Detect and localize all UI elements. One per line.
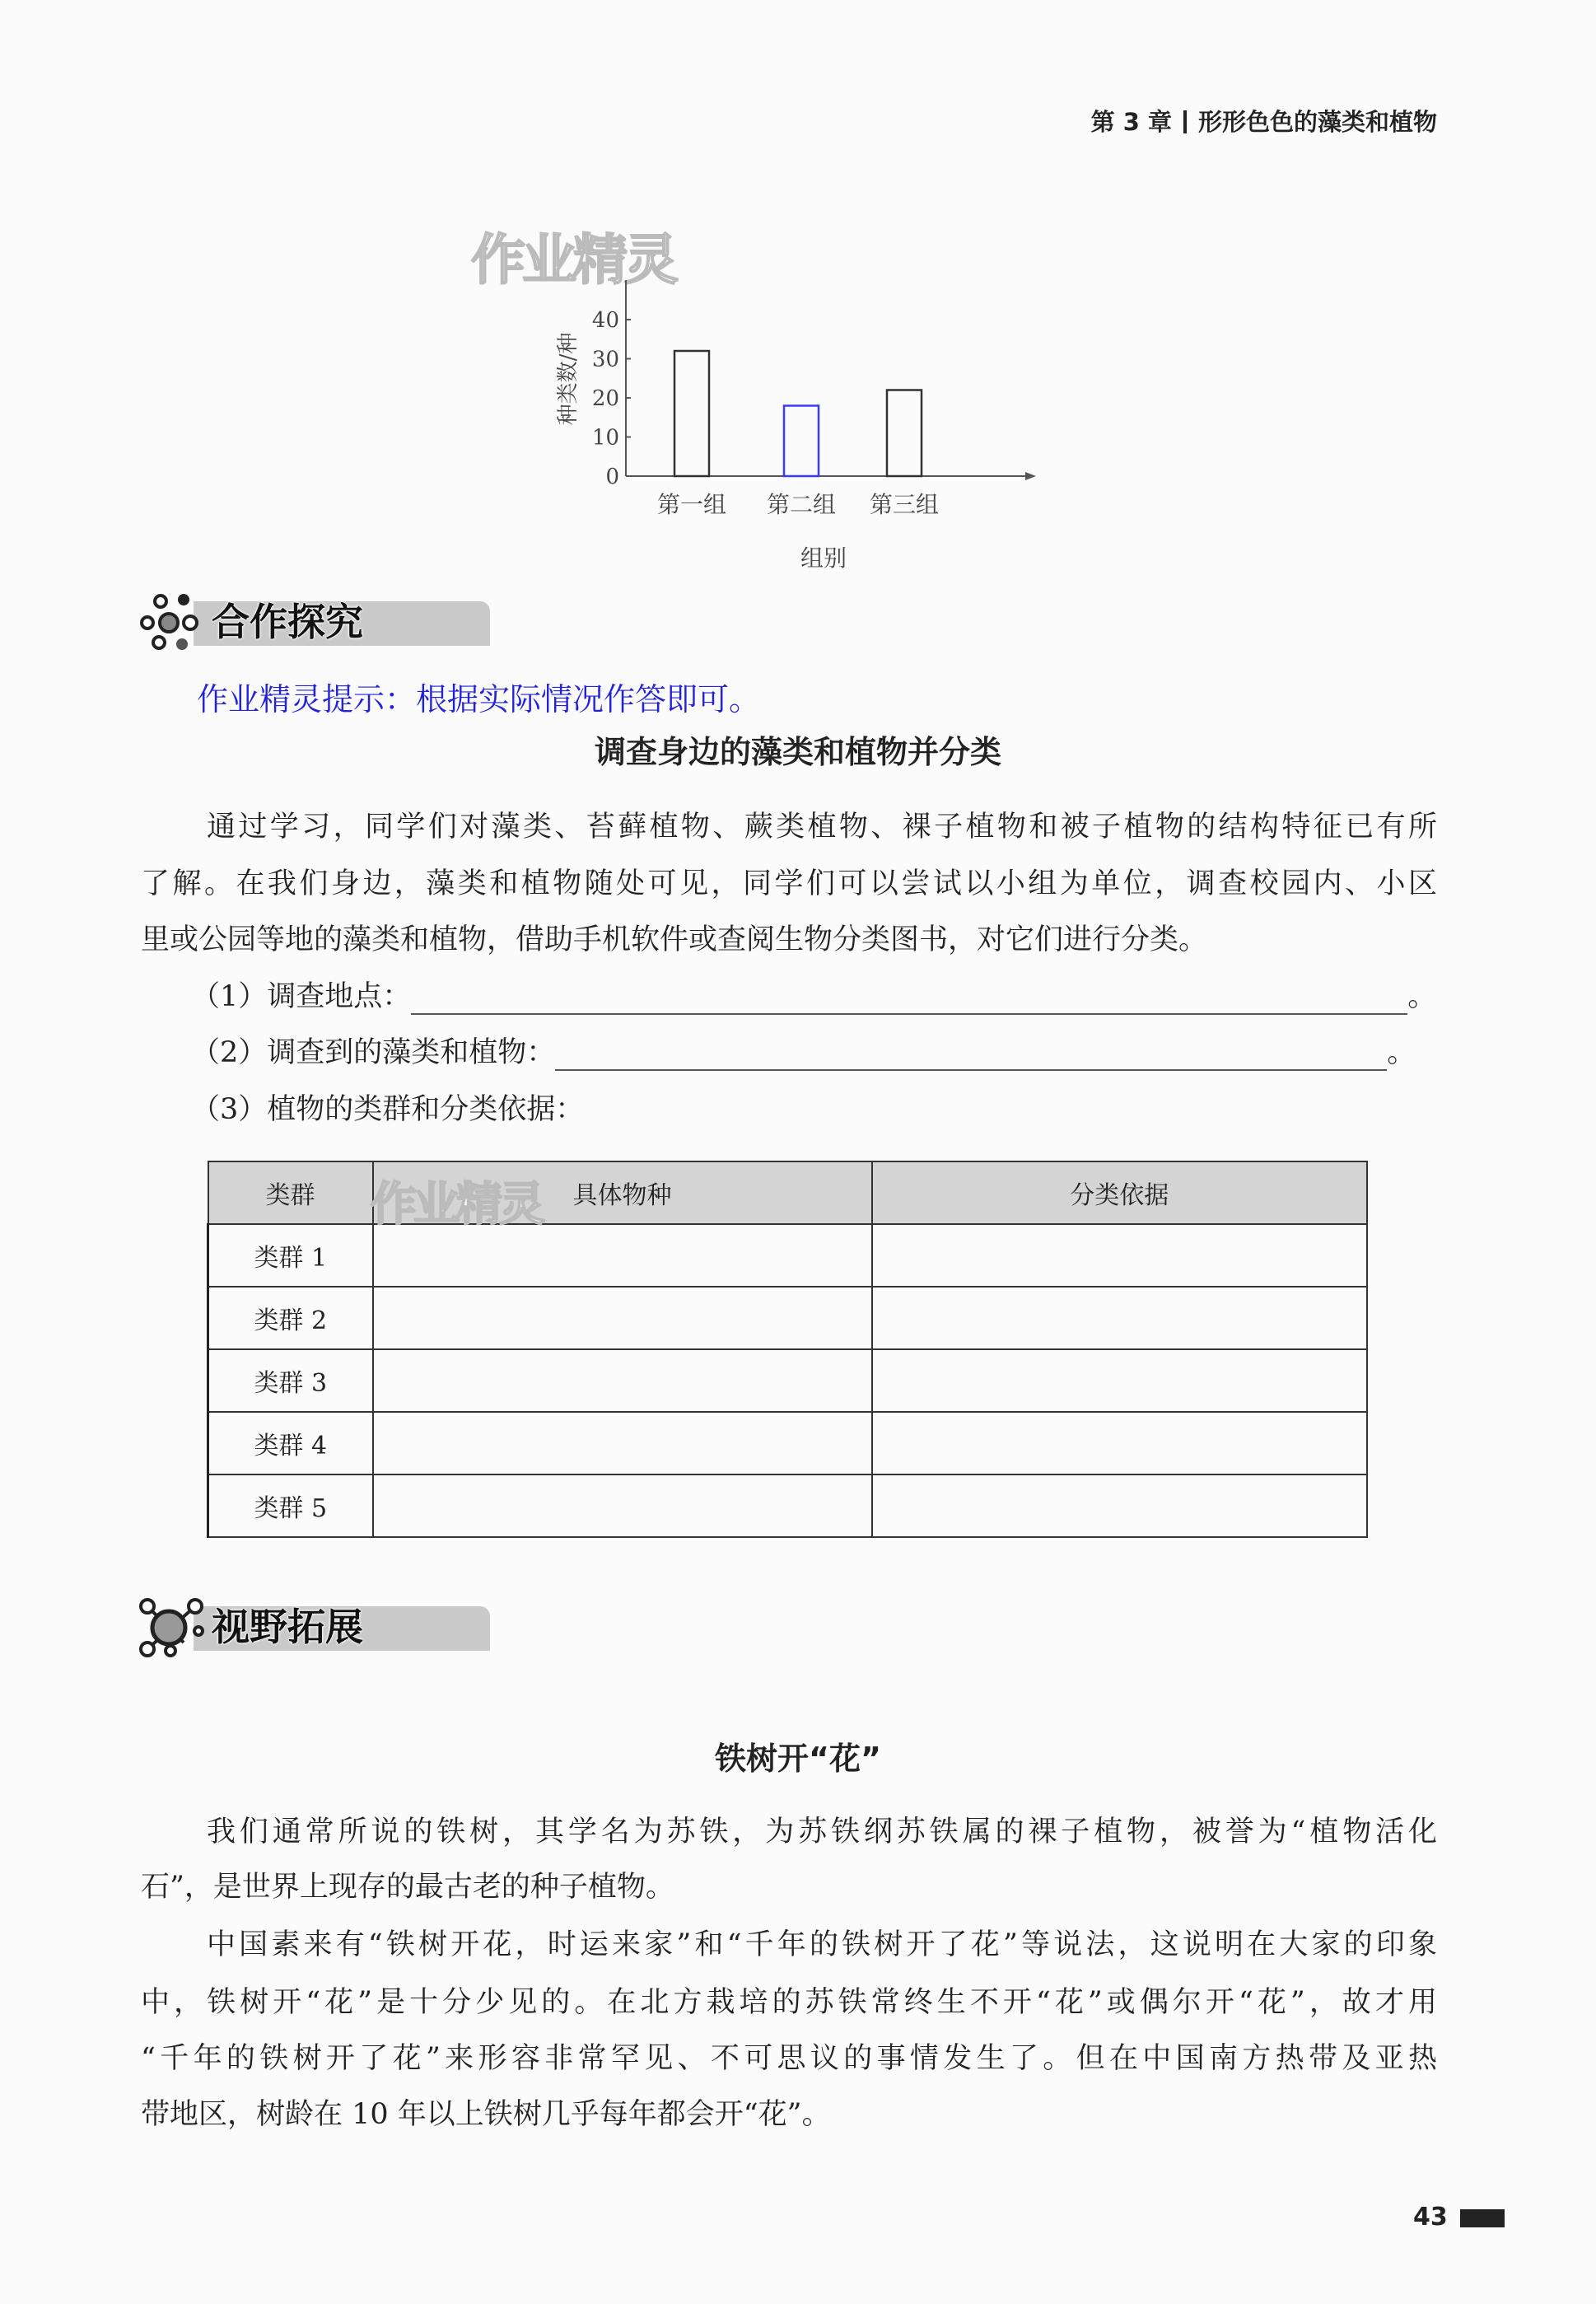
- answer-blank-plants[interactable]: [555, 1040, 1387, 1071]
- question-label: （1）调查地点：: [191, 980, 412, 1013]
- answer-blank-location[interactable]: [411, 984, 1407, 1015]
- y-tick-label: 0: [605, 465, 619, 489]
- y-axis-label: 种类数/种: [556, 332, 581, 426]
- period: 。: [1387, 1036, 1416, 1069]
- article-title: 铁树开“花”: [715, 1741, 881, 1777]
- species-cell[interactable]: [373, 1349, 872, 1412]
- section-title: 合作探究: [212, 600, 363, 644]
- species-cell[interactable]: [373, 1474, 872, 1537]
- paragraph-line: 带地区，树龄在 10 年以上铁树几乎每年都会开“花”。: [141, 2098, 831, 2131]
- chapter-number: 第 3 章: [1090, 108, 1172, 136]
- x-tick-label: 第二组: [766, 491, 837, 518]
- basis-cell[interactable]: [872, 1474, 1368, 1537]
- x-tick-label: 第一组: [656, 491, 727, 518]
- paragraph-line: 我们通常所说的铁树，其学名为苏铁，为苏铁纲苏铁属的裸子植物，被誉为“植物活化: [207, 1816, 1437, 1848]
- table-row: [208, 1287, 1368, 1349]
- species-cell[interactable]: [373, 1412, 872, 1474]
- table-row: [208, 1412, 1368, 1474]
- y-tick-label: 40: [591, 308, 619, 333]
- paragraph-line: 中国素来有“铁树开花，时运来家”和“千年的铁树开了花”等说法，这说明在大家的印象: [207, 1928, 1437, 1961]
- question-label: （3）植物的类群和分类依据：: [191, 1093, 585, 1126]
- watermark: 作业精灵: [371, 1178, 542, 1231]
- row-label: 类群 1: [208, 1224, 373, 1287]
- bar-3: [887, 390, 922, 477]
- hint-text: 作业精灵提示：根据实际情况作答即可。: [197, 681, 761, 717]
- chapter-header: [1091, 104, 1437, 138]
- activity-title: 调查身边的藻类和植物并分类: [594, 734, 1001, 770]
- row-label: 类群 5: [208, 1474, 373, 1537]
- basis-cell[interactable]: [872, 1412, 1368, 1474]
- basis-cell[interactable]: [872, 1349, 1368, 1412]
- paragraph-line: 里或公园等地的藻类和植物，借助手机软件或查阅生物分类图书，对它们进行分类。: [141, 923, 1208, 956]
- x-tick-label: 第三组: [869, 491, 940, 518]
- section-cooperate: [136, 590, 498, 649]
- basis-cell[interactable]: [872, 1224, 1368, 1287]
- watermark: 作业精灵: [471, 228, 675, 292]
- table-row: [208, 1474, 1368, 1537]
- page-number: 43: [1413, 2203, 1448, 2232]
- y-tick-label: 30: [591, 347, 619, 372]
- table-row: [208, 1349, 1368, 1412]
- y-tick-label: 10: [591, 425, 619, 451]
- species-cell[interactable]: [373, 1287, 872, 1349]
- paragraph-line: 了解。在我们身边，藻类和植物随处可见，同学们可以尝试以小组为单位，调查校园内、小区: [141, 867, 1437, 900]
- page-marker-bar: [1460, 2209, 1505, 2227]
- paragraph-line: 通过学习，同学们对藻类、苔藓植物、蕨类植物、裸子植物和被子植物的结构特征已有所: [207, 811, 1437, 844]
- section-extend: [136, 1595, 498, 1654]
- question-plants: [191, 1030, 1416, 1071]
- basis-cell[interactable]: [872, 1287, 1368, 1349]
- question-label: （2）调查到的藻类和植物：: [191, 1036, 556, 1069]
- molecule-icon: [136, 1595, 210, 1661]
- bar-1: [674, 351, 709, 476]
- col-header-group: 类群: [208, 1161, 373, 1224]
- period: 。: [1407, 980, 1437, 1013]
- question-location: [191, 974, 1436, 1015]
- paragraph-line: “千年的铁树开了花”来形容非常罕见、不可思议的事情发生了。但在中国南方热带及亚热: [141, 2042, 1437, 2075]
- col-header-species: 具体物种: [373, 1161, 872, 1224]
- paragraph-line: 石”，是世界上现存的最古老的种子植物。: [141, 1871, 674, 1904]
- x-axis-arrow: [1025, 472, 1036, 480]
- col-header-basis: 分类依据: [872, 1161, 1368, 1224]
- y-tick-label: 20: [591, 386, 619, 411]
- row-label: 类群 4: [208, 1412, 373, 1474]
- x-axis-label: 组别: [800, 544, 847, 572]
- question-classification: [191, 1087, 584, 1128]
- chapter-title: 形形色色的藻类和植物: [1197, 108, 1437, 136]
- row-label: 类群 2: [208, 1287, 373, 1349]
- paragraph-line: 中，铁树开“花”是十分少见的。在北方栽培的苏铁常终生不开“花”或偶尔开“花”，故才用: [141, 1986, 1437, 2019]
- section-title: 视野拓展: [212, 1605, 363, 1649]
- bar-chart: [527, 272, 1054, 585]
- bar-2: [784, 406, 819, 477]
- molecule-icon: [136, 590, 210, 656]
- row-label: 类群 3: [208, 1349, 373, 1412]
